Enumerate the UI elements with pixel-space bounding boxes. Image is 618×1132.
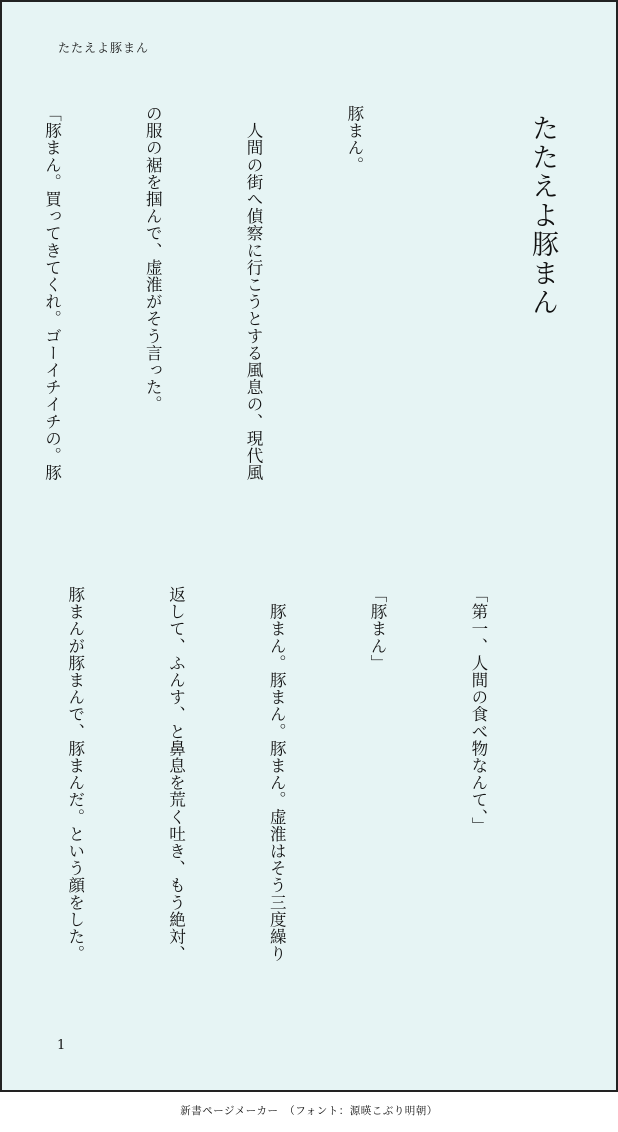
text-line: 「豚まん」: [368, 586, 388, 672]
footer-credit: 新書ページメーカー （フォント：源暎こぶり明朝）: [180, 1105, 438, 1117]
text-line: 人間の街へ偵察に行こうとする風息の、現代風: [244, 105, 264, 482]
text-line: 返して、ふんす、と鼻息を荒く吐き、もう絶対、: [166, 586, 186, 963]
running-header: たたえよ豚まん: [58, 41, 150, 55]
text-line: 豚まんが豚まんで、豚まんだ。という顔をした。: [65, 586, 85, 963]
text-line: の服の裾を掴んで、虚淮がそう言った。: [143, 105, 163, 413]
chapter-title: たたえよ豚まん: [527, 114, 558, 317]
text-block-top: [0, 105, 438, 535]
text-line: 「豚まん。買ってきてくれ。ゴーイチイチの。豚: [42, 105, 62, 482]
text-line: 豚まん。: [344, 105, 364, 174]
text-block-bottom: [0, 586, 562, 1016]
text-line: 豚まん。豚まん。豚まん。虚淮はそう三度繰り: [267, 586, 287, 963]
text-line: 「第一、人間の食べ物なんて、」: [468, 586, 488, 835]
page-number: 1: [57, 1038, 66, 1053]
